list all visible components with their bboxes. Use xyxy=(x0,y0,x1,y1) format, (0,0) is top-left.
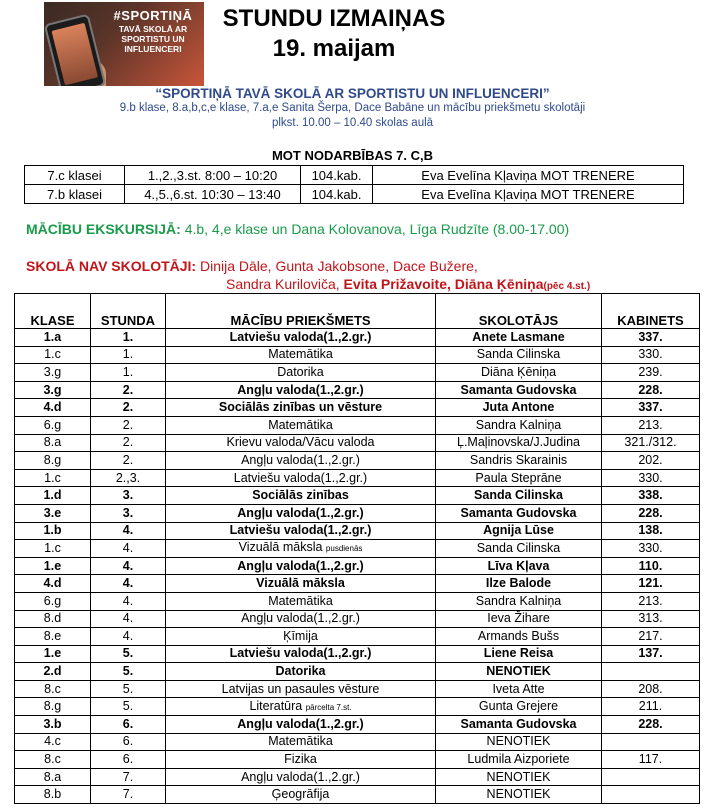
table-row xyxy=(15,645,700,663)
subject-note: pārcelta 7.st. xyxy=(305,702,352,712)
cell-klase: 6.g xyxy=(15,416,91,434)
cell-prieksmets xyxy=(166,716,436,734)
cell-klase: 8.c xyxy=(15,751,91,769)
subject-name: Latviešu valoda(1.,2.gr.) xyxy=(229,329,372,344)
subject-name: Matemātika xyxy=(268,734,333,749)
cell-stunda: 2.,3. xyxy=(91,469,166,487)
cell-klase: 8.a xyxy=(15,434,91,452)
cell-klase: 8.e xyxy=(15,628,91,646)
cell-stunda: 4. xyxy=(91,557,166,575)
cell-klase: 8.a xyxy=(15,768,91,786)
cell-skolotajs: Līva Kļava xyxy=(436,557,602,575)
absent-label: SKOLĀ NAV SKOLOTĀJI: xyxy=(26,258,197,274)
cell-skolotajs: Iveta Atte xyxy=(436,680,602,698)
subject-name: Vizuālā māksla xyxy=(238,540,323,555)
cell-prieksmets xyxy=(166,329,436,347)
cell-stunda: 4. xyxy=(91,628,166,646)
absent-names-1: Dinija Dāle, Gunta Jakobsone, Dace Bužere, xyxy=(199,258,478,274)
cell-stunda: 3. xyxy=(91,504,166,522)
table-row xyxy=(15,628,700,646)
cell-klase: 4.d xyxy=(15,575,91,593)
title-text: STUNDU IZMAIŅAS xyxy=(222,5,446,32)
cell-prieksmets xyxy=(166,452,436,470)
subject-name: Matemātika xyxy=(268,347,333,362)
cell-kabinets: 338. xyxy=(602,487,700,505)
cell-skolotajs: Paula Steprāne xyxy=(436,469,602,487)
subject-name: Latvijas un pasaules vēsture xyxy=(221,681,380,696)
schedule-table xyxy=(14,293,700,804)
cell-kabinets: 313. xyxy=(602,610,700,628)
mot-cell-kab: 104.kab. xyxy=(301,166,373,185)
event-banner-image xyxy=(44,2,204,86)
cell-skolotajs: NENOTIEK xyxy=(436,786,602,804)
cell-kabinets: 117. xyxy=(602,751,700,769)
cell-prieksmets xyxy=(166,663,436,681)
cell-klase: 3.g xyxy=(15,381,91,399)
cell-klase: 1.d xyxy=(15,487,91,505)
cell-klase: 8.g xyxy=(15,698,91,716)
cell-prieksmets xyxy=(166,592,436,610)
cell-skolotajs: Sanda Cilinska xyxy=(436,540,602,558)
cell-skolotajs: Ilze Balode xyxy=(436,575,602,593)
cell-klase: 3.e xyxy=(15,504,91,522)
cell-kabinets: 110. xyxy=(602,557,700,575)
subject-name: Angļu valoda(1.,2.gr.) xyxy=(241,769,360,784)
table-row xyxy=(15,504,700,522)
cell-stunda: 4. xyxy=(91,592,166,610)
cell-kabinets: 213. xyxy=(602,592,700,610)
title-date: 19. maijam xyxy=(272,35,396,62)
excursion-text: 4.b, 4,e klase un Dana Kolovanova, Līga Rudzīte (8.00-17.00) xyxy=(184,221,570,237)
cell-stunda: 2. xyxy=(91,381,166,399)
cell-klase: 1.e xyxy=(15,645,91,663)
table-row xyxy=(15,346,700,364)
mot-cell-stundas: 1.,2.,3.st. 8:00 – 10:20 xyxy=(125,166,301,185)
cell-klase: 2.d xyxy=(15,663,91,681)
cell-stunda: 1. xyxy=(91,346,166,364)
mot-cell-stundas: 4.,5.,6.st. 10:30 – 13:40 xyxy=(125,185,301,204)
cell-prieksmets xyxy=(166,786,436,804)
cell-kabinets: 208. xyxy=(602,680,700,698)
cell-skolotajs: Liene Reisa xyxy=(436,645,602,663)
excursion-label: MĀCĪBU EKSKURSIJĀ: xyxy=(26,221,181,237)
table-row xyxy=(15,610,700,628)
header-prieksmets: MĀCĪBU PRIEKŠMETS xyxy=(166,294,436,329)
cell-kabinets xyxy=(602,663,700,681)
subject-name: Ģeogrāfija xyxy=(271,787,330,802)
subject-name: Angļu valoda(1.,2.gr.) xyxy=(237,558,364,573)
table-row xyxy=(15,592,700,610)
page-title xyxy=(214,4,454,64)
cell-klase: 3.b xyxy=(15,716,91,734)
cell-prieksmets xyxy=(166,628,436,646)
cell-stunda: 7. xyxy=(91,768,166,786)
cell-klase: 1.c xyxy=(15,540,91,558)
cell-klase: 1.e xyxy=(15,557,91,575)
cell-prieksmets xyxy=(166,557,436,575)
subject-name: Angļu valoda(1.,2.gr.) xyxy=(241,611,360,626)
cell-prieksmets xyxy=(166,698,436,716)
cell-kabinets: 330. xyxy=(602,469,700,487)
cell-klase: 1.c xyxy=(15,346,91,364)
schedule-header-row xyxy=(15,294,700,329)
table-row xyxy=(15,540,700,558)
cell-kabinets: 330. xyxy=(602,540,700,558)
cell-prieksmets xyxy=(166,346,436,364)
mot-cell-skolotajs: Eva Evelīna Kļaviņa MOT TRENERE xyxy=(373,166,684,185)
table-row xyxy=(15,716,700,734)
subject-name: Sociālās zinības xyxy=(252,488,349,503)
subject-name: Angļu valoda(1.,2.gr.) xyxy=(237,505,364,520)
cell-kabinets xyxy=(602,733,700,751)
cell-prieksmets xyxy=(166,416,436,434)
cell-prieksmets xyxy=(166,645,436,663)
subject-name: Datorika xyxy=(275,664,326,679)
table-row xyxy=(15,434,700,452)
cell-prieksmets xyxy=(166,610,436,628)
cell-skolotajs: Samanta Gudovska xyxy=(436,381,602,399)
cell-kabinets: 138. xyxy=(602,522,700,540)
cell-klase: 6.g xyxy=(15,592,91,610)
cell-kabinets: 121. xyxy=(602,575,700,593)
cell-klase: 8.c xyxy=(15,680,91,698)
cell-prieksmets xyxy=(166,504,436,522)
cell-klase: 8.b xyxy=(15,786,91,804)
header-klase: KLASE xyxy=(15,294,91,329)
cell-klase: 1.b xyxy=(15,522,91,540)
cell-skolotajs: Armands Bušs xyxy=(436,628,602,646)
cell-kabinets: 330. xyxy=(602,346,700,364)
cell-skolotajs: NENOTIEK xyxy=(436,733,602,751)
subject-name: Literatūra xyxy=(249,698,303,713)
absent-names-2: Sandra Kuriloviča, xyxy=(226,276,340,292)
cell-kabinets: 321./312. xyxy=(602,434,700,452)
cell-kabinets xyxy=(602,768,700,786)
table-row xyxy=(15,768,700,786)
subject-name: Krievu valoda/Vācu valoda xyxy=(226,435,375,450)
cell-klase: 8.g xyxy=(15,452,91,470)
cell-skolotajs: Diāna Ķēniņa xyxy=(436,364,602,382)
absent-note: (pēc 4.st.) xyxy=(543,281,591,292)
cell-skolotajs: Juta Antone xyxy=(436,399,602,417)
subject-name: Datorika xyxy=(277,364,324,379)
cell-stunda: 4. xyxy=(91,610,166,628)
table-row xyxy=(15,786,700,804)
mot-cell-klase: 7.b klasei xyxy=(25,185,125,204)
cell-kabinets: 213. xyxy=(602,416,700,434)
cell-stunda: 4. xyxy=(91,575,166,593)
absent-teachers-line1 xyxy=(26,258,478,274)
cell-skolotajs: Gunta Grejere xyxy=(436,698,602,716)
cell-skolotajs: Anete Lasmane xyxy=(436,329,602,347)
subject-name: Latviešu valoda(1.,2.gr.) xyxy=(229,523,372,538)
cell-kabinets: 337. xyxy=(602,399,700,417)
cell-skolotajs: Agnija Lūse xyxy=(436,522,602,540)
subject-name: Angļu valoda(1.,2.gr.) xyxy=(241,452,360,467)
cell-skolotajs: Samanta Gudovska xyxy=(436,504,602,522)
cell-stunda: 5. xyxy=(91,663,166,681)
cell-prieksmets xyxy=(166,575,436,593)
cell-klase: 4.d xyxy=(15,399,91,417)
table-row xyxy=(15,663,700,681)
cell-prieksmets xyxy=(166,540,436,558)
cell-prieksmets xyxy=(166,469,436,487)
event-time: plkst. 10.00 – 10.40 skolas aulā xyxy=(271,117,434,129)
subject-name: Angļu valoda(1.,2.gr.) xyxy=(237,716,364,731)
cell-skolotajs: Sandra Kalniņa xyxy=(436,592,602,610)
cell-klase: 8.d xyxy=(15,610,91,628)
cell-stunda: 1. xyxy=(91,329,166,347)
cell-kabinets xyxy=(602,786,700,804)
cell-stunda: 2. xyxy=(91,399,166,417)
cell-klase: 1.a xyxy=(15,329,91,347)
cell-kabinets: 202. xyxy=(602,452,700,470)
cell-kabinets: 239. xyxy=(602,364,700,382)
cell-skolotajs: Ieva Žihare xyxy=(436,610,602,628)
cell-stunda: 4. xyxy=(91,540,166,558)
cell-prieksmets xyxy=(166,751,436,769)
absent-teachers-line2 xyxy=(226,276,590,292)
excursion-line xyxy=(26,221,569,237)
cell-stunda: 2. xyxy=(91,452,166,470)
subject-name: Angļu valoda(1.,2.gr.) xyxy=(237,382,364,397)
subject-note: pusdienās xyxy=(325,544,363,554)
header-skolotajs: SKOLOTĀJS xyxy=(436,294,602,329)
cell-stunda: 7. xyxy=(91,786,166,804)
cell-skolotajs: NENOTIEK xyxy=(436,663,602,681)
subject-name: Matemātika xyxy=(268,593,333,608)
table-row xyxy=(15,381,700,399)
subject-name: Sociālās zinības un vēsture xyxy=(218,400,383,415)
table-row xyxy=(15,680,700,698)
header-stunda: STUNDA xyxy=(91,294,166,329)
cell-kabinets: 137. xyxy=(602,645,700,663)
cell-stunda: 4. xyxy=(91,522,166,540)
cell-prieksmets xyxy=(166,487,436,505)
cell-prieksmets xyxy=(166,733,436,751)
cell-kabinets: 337. xyxy=(602,329,700,347)
cell-stunda: 5. xyxy=(91,680,166,698)
table-row xyxy=(15,733,700,751)
absent-names-bold: Evita Prižavoite, Diāna Ķēniņa xyxy=(343,276,544,292)
cell-skolotajs: Ludmila Aizporiete xyxy=(436,751,602,769)
cell-kabinets: 217. xyxy=(602,628,700,646)
cell-skolotajs: NENOTIEK xyxy=(436,768,602,786)
mot-cell-kab: 104.kab. xyxy=(301,185,373,204)
table-row xyxy=(15,557,700,575)
mot-cell-skolotajs: Eva Evelīna Kļaviņa MOT TRENERE xyxy=(373,185,684,204)
phone-icon xyxy=(44,14,106,86)
table-row xyxy=(15,364,700,382)
subject-name: Ķīmija xyxy=(283,628,318,643)
cell-stunda: 3. xyxy=(91,487,166,505)
header-kabinets: KABINETS xyxy=(602,294,700,329)
cell-stunda: 1. xyxy=(91,364,166,382)
cell-stunda: 6. xyxy=(91,751,166,769)
cell-skolotajs: Sandra Kalniņa xyxy=(436,416,602,434)
cell-skolotajs: Ļ.Maļinovska/J.Judina xyxy=(436,434,602,452)
table-row xyxy=(15,698,700,716)
cell-klase: 1.c xyxy=(15,469,91,487)
table-row xyxy=(15,751,700,769)
mot-title: MOT NODARBĪBAS 7. C,B xyxy=(271,148,434,163)
event-name: “SPORTIŅĀ TAVĀ SKOLĀ AR SPORTISTU UN INFLUENCERI” xyxy=(155,86,550,101)
table-row xyxy=(15,329,700,347)
cell-kabinets: 228. xyxy=(602,716,700,734)
cell-stunda: 2. xyxy=(91,434,166,452)
cell-prieksmets xyxy=(166,768,436,786)
subject-name: Matemātika xyxy=(268,417,333,432)
cell-prieksmets xyxy=(166,381,436,399)
table-row xyxy=(15,399,700,417)
table-row xyxy=(15,469,700,487)
cell-stunda: 2. xyxy=(91,416,166,434)
cell-kabinets: 211. xyxy=(602,698,700,716)
event-participants: 9.b klase, 8.a,b,c,e klase, 7.a,e Sanita Šerpa, Dace Babāne un mācību priekšmetu skolotāji xyxy=(119,102,586,114)
mot-row xyxy=(25,166,684,185)
cell-prieksmets xyxy=(166,399,436,417)
cell-klase: 4.c xyxy=(15,733,91,751)
cell-prieksmets xyxy=(166,434,436,452)
banner-slogan: TAVĀ SKOLĀ AR SPORTISTU UN INFLUENCERI xyxy=(118,24,188,54)
cell-stunda: 6. xyxy=(91,716,166,734)
cell-stunda: 6. xyxy=(91,733,166,751)
subject-name: Fizika xyxy=(284,752,317,767)
banner-text xyxy=(104,8,202,54)
cell-skolotajs: Samanta Gudovska xyxy=(436,716,602,734)
subject-name: Latviešu valoda(1.,2.gr.) xyxy=(229,646,372,661)
table-row xyxy=(15,416,700,434)
cell-prieksmets xyxy=(166,680,436,698)
mot-row xyxy=(25,185,684,204)
subject-name: Vizuālā māksla xyxy=(256,576,345,591)
subject-name: Latviešu valoda(1.,2.gr.) xyxy=(233,470,368,485)
cell-kabinets: 228. xyxy=(602,504,700,522)
mot-cell-klase: 7.c klasei xyxy=(25,166,125,185)
cell-stunda: 5. xyxy=(91,698,166,716)
table-row xyxy=(15,487,700,505)
cell-skolotajs: Sanda Cilinska xyxy=(436,346,602,364)
cell-klase: 3.g xyxy=(15,364,91,382)
table-row xyxy=(15,575,700,593)
table-row xyxy=(15,452,700,470)
banner-hashtag: #SPORTIŅĀ xyxy=(113,8,193,23)
cell-kabinets: 228. xyxy=(602,381,700,399)
cell-skolotajs: Sanda Cilinska xyxy=(436,487,602,505)
cell-prieksmets xyxy=(166,522,436,540)
mot-table xyxy=(24,165,684,204)
cell-stunda: 5. xyxy=(91,645,166,663)
cell-prieksmets xyxy=(166,364,436,382)
cell-skolotajs: Sandris Skarainis xyxy=(436,452,602,470)
table-row xyxy=(15,522,700,540)
